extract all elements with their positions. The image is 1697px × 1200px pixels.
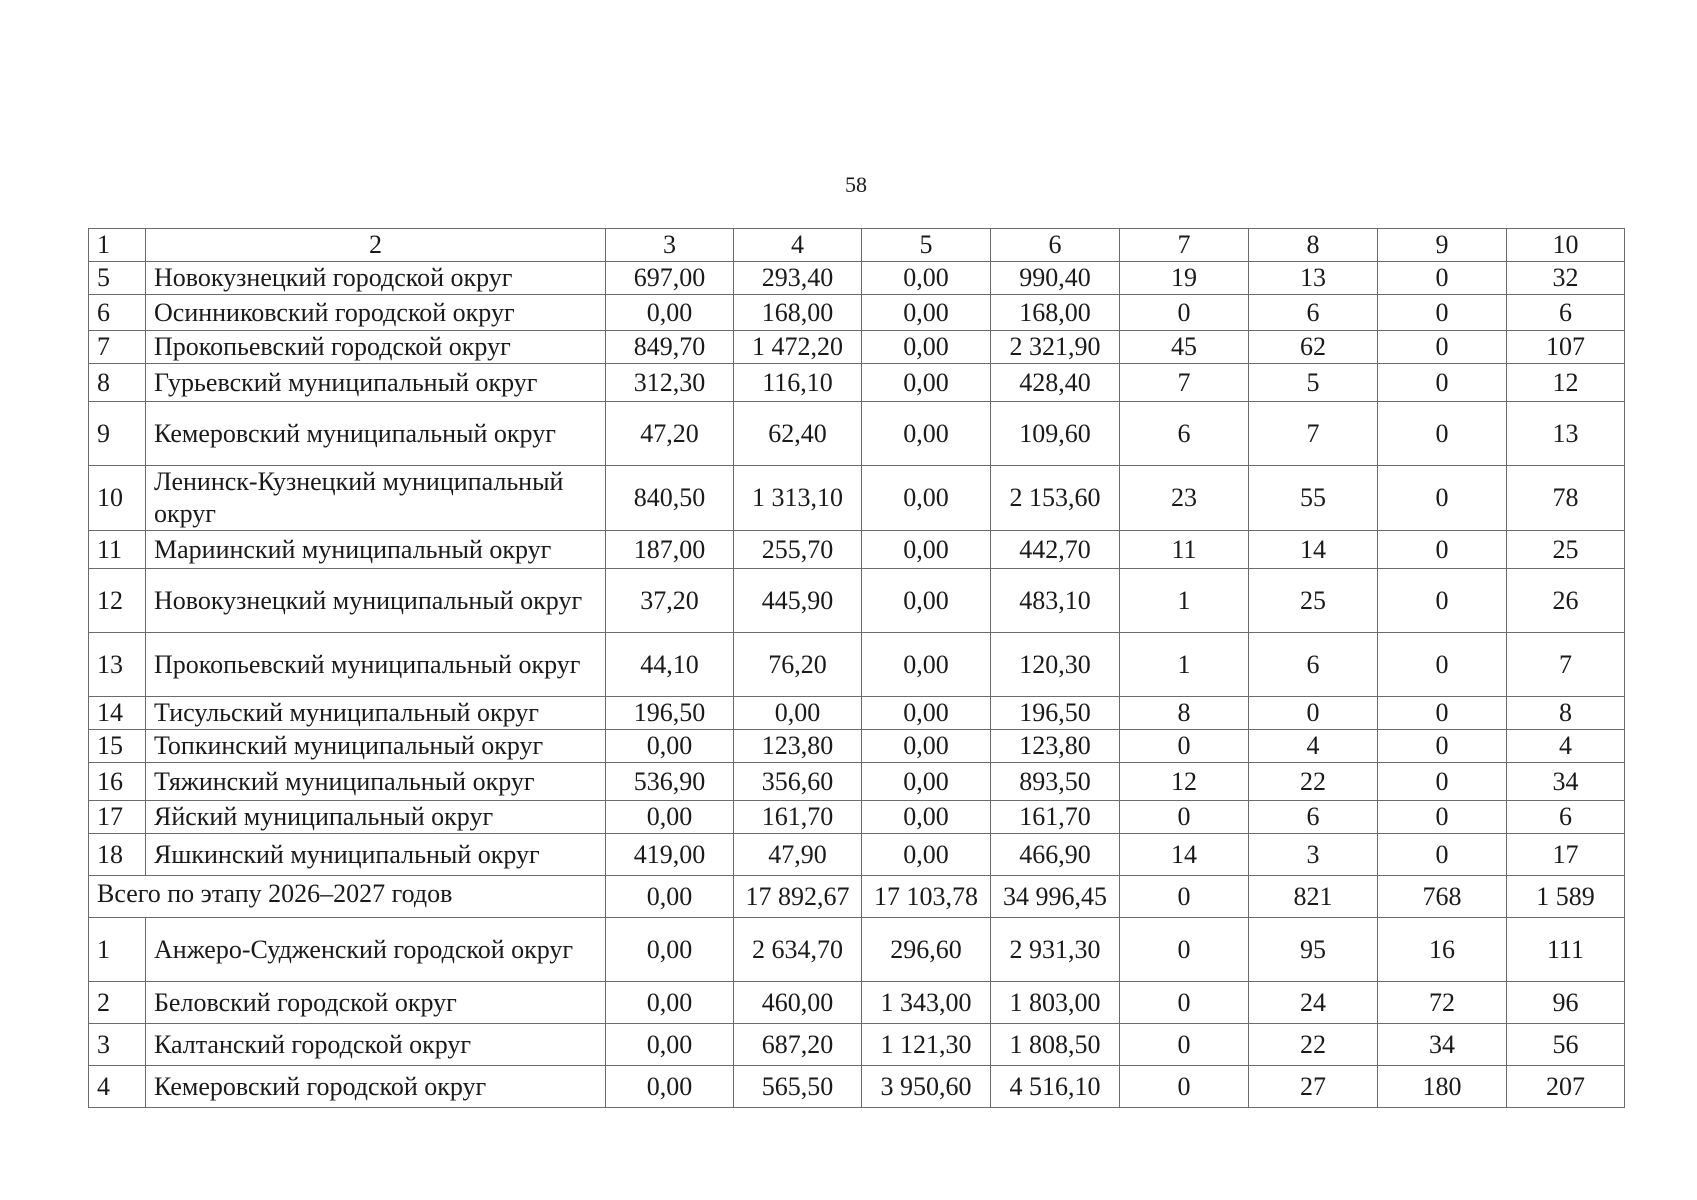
value-cell: 0,00 <box>862 569 991 633</box>
municipality-name: Новокузнецкий городской округ <box>146 262 606 295</box>
value-cell: 34 <box>1507 763 1625 801</box>
table-row <box>89 1024 1625 1066</box>
table-row <box>89 364 1625 402</box>
value-cell: 0,00 <box>862 402 991 466</box>
value-cell: 0 <box>1120 1066 1249 1108</box>
value-cell: 0 <box>1378 331 1507 364</box>
value-cell: 111 <box>1507 918 1625 982</box>
value-cell: 168,00 <box>734 295 862 331</box>
value-cell: 466,90 <box>991 834 1120 876</box>
value-cell: 0 <box>1120 918 1249 982</box>
value-cell: 0,00 <box>862 801 991 834</box>
value-cell: 3 950,60 <box>862 1066 991 1108</box>
value-cell: 120,30 <box>991 633 1120 697</box>
total-value-cell: 0 <box>1120 876 1249 918</box>
table-row <box>89 801 1625 834</box>
total-value-cell: 17 103,78 <box>862 876 991 918</box>
value-cell: 7 <box>1120 364 1249 402</box>
value-cell: 0,00 <box>862 531 991 569</box>
row-number: 18 <box>89 834 146 876</box>
row-number: 4 <box>89 1066 146 1108</box>
table-row <box>89 466 1625 531</box>
value-cell: 196,50 <box>606 697 734 730</box>
value-cell: 0 <box>1120 1024 1249 1066</box>
value-cell: 536,90 <box>606 763 734 801</box>
municipality-name: Новокузнецкий муниципальный округ <box>146 569 606 633</box>
value-cell: 442,70 <box>991 531 1120 569</box>
row-number: 1 <box>89 918 146 982</box>
value-cell: 2 321,90 <box>991 331 1120 364</box>
row-number: 8 <box>89 364 146 402</box>
value-cell: 56 <box>1507 1024 1625 1066</box>
value-cell: 8 <box>1507 697 1625 730</box>
value-cell: 55 <box>1249 466 1378 531</box>
municipality-name: Калтанский городской округ <box>146 1024 606 1066</box>
total-value-cell: 768 <box>1378 876 1507 918</box>
value-cell: 161,70 <box>991 801 1120 834</box>
value-cell: 78 <box>1507 466 1625 531</box>
value-cell: 0 <box>1378 633 1507 697</box>
value-cell: 0,00 <box>606 918 734 982</box>
value-cell: 180 <box>1378 1066 1507 1108</box>
table-row <box>89 834 1625 876</box>
page-number: 58 <box>845 172 867 197</box>
value-cell: 4 <box>1249 730 1378 763</box>
value-cell: 0,00 <box>734 697 862 730</box>
row-number: 17 <box>89 801 146 834</box>
municipality-name: Гурьевский муниципальный округ <box>146 364 606 402</box>
row-number: 10 <box>89 466 146 531</box>
value-cell: 22 <box>1249 763 1378 801</box>
value-cell: 16 <box>1378 918 1507 982</box>
total-value-cell: 0,00 <box>606 876 734 918</box>
value-cell: 0,00 <box>862 331 991 364</box>
value-cell: 0 <box>1378 531 1507 569</box>
value-cell: 7 <box>1507 633 1625 697</box>
value-cell: 445,90 <box>734 569 862 633</box>
value-cell: 95 <box>1249 918 1378 982</box>
value-cell: 893,50 <box>991 763 1120 801</box>
municipality-name: Яйский муниципальный округ <box>146 801 606 834</box>
value-cell: 24 <box>1249 982 1378 1024</box>
value-cell: 419,00 <box>606 834 734 876</box>
value-cell: 11 <box>1120 531 1249 569</box>
value-cell: 14 <box>1249 531 1378 569</box>
table-row <box>89 697 1625 730</box>
municipality-name: Кемеровский городской округ <box>146 1066 606 1108</box>
table-row <box>89 730 1625 763</box>
value-cell: 4 <box>1507 730 1625 763</box>
value-cell: 0 <box>1378 466 1507 531</box>
value-cell: 4 516,10 <box>991 1066 1120 1108</box>
value-cell: 0 <box>1120 982 1249 1024</box>
value-cell: 109,60 <box>991 402 1120 466</box>
total-value-cell: 1 589 <box>1507 876 1625 918</box>
value-cell: 1 <box>1120 569 1249 633</box>
header-cell: 2 <box>146 229 606 262</box>
value-cell: 0,00 <box>862 697 991 730</box>
value-cell: 123,80 <box>991 730 1120 763</box>
municipality-name: Топкинский муниципальный округ <box>146 730 606 763</box>
value-cell: 23 <box>1120 466 1249 531</box>
header-cell: 8 <box>1249 229 1378 262</box>
total-value-cell: 34 996,45 <box>991 876 1120 918</box>
table-body <box>89 229 1625 1108</box>
value-cell: 207 <box>1507 1066 1625 1108</box>
header-cell: 3 <box>606 229 734 262</box>
value-cell: 27 <box>1249 1066 1378 1108</box>
table-row <box>89 982 1625 1024</box>
value-cell: 6 <box>1507 801 1625 834</box>
value-cell: 0,00 <box>862 466 991 531</box>
value-cell: 116,10 <box>734 364 862 402</box>
row-number: 14 <box>89 697 146 730</box>
row-number: 3 <box>89 1024 146 1066</box>
value-cell: 168,00 <box>991 295 1120 331</box>
value-cell: 1 <box>1120 633 1249 697</box>
municipality-name: Кемеровский муниципальный округ <box>146 402 606 466</box>
municipality-name: Яшкинский муниципальный округ <box>146 834 606 876</box>
value-cell: 840,50 <box>606 466 734 531</box>
value-cell: 483,10 <box>991 569 1120 633</box>
value-cell: 293,40 <box>734 262 862 295</box>
value-cell: 0,00 <box>862 295 991 331</box>
value-cell: 26 <box>1507 569 1625 633</box>
value-cell: 7 <box>1249 402 1378 466</box>
value-cell: 312,30 <box>606 364 734 402</box>
table-row <box>89 1066 1625 1108</box>
value-cell: 0 <box>1120 730 1249 763</box>
municipality-name: Тяжинский муниципальный округ <box>146 763 606 801</box>
header-cell: 10 <box>1507 229 1625 262</box>
row-number: 11 <box>89 531 146 569</box>
value-cell: 187,00 <box>606 531 734 569</box>
value-cell: 0,00 <box>862 834 991 876</box>
value-cell: 25 <box>1507 531 1625 569</box>
header-cell: 1 <box>89 229 146 262</box>
value-cell: 0,00 <box>862 262 991 295</box>
value-cell: 0,00 <box>606 801 734 834</box>
value-cell: 990,40 <box>991 262 1120 295</box>
value-cell: 0 <box>1378 262 1507 295</box>
municipality-name: Беловский городской округ <box>146 982 606 1024</box>
value-cell: 2 931,30 <box>991 918 1120 982</box>
table-row <box>89 262 1625 295</box>
table-row <box>89 402 1625 466</box>
value-cell: 22 <box>1249 1024 1378 1066</box>
value-cell: 255,70 <box>734 531 862 569</box>
value-cell: 13 <box>1249 262 1378 295</box>
value-cell: 1 808,50 <box>991 1024 1120 1066</box>
value-cell: 62 <box>1249 331 1378 364</box>
value-cell: 356,60 <box>734 763 862 801</box>
row-number: 6 <box>89 295 146 331</box>
table-row <box>89 295 1625 331</box>
value-cell: 460,00 <box>734 982 862 1024</box>
value-cell: 0 <box>1378 834 1507 876</box>
value-cell: 47,20 <box>606 402 734 466</box>
value-cell: 8 <box>1120 697 1249 730</box>
value-cell: 12 <box>1507 364 1625 402</box>
row-number: 2 <box>89 982 146 1024</box>
header-cell: 7 <box>1120 229 1249 262</box>
value-cell: 687,20 <box>734 1024 862 1066</box>
value-cell: 6 <box>1249 801 1378 834</box>
municipality-name: Тисульский муниципальный округ <box>146 697 606 730</box>
municipality-name: Мариинский муниципальный округ <box>146 531 606 569</box>
value-cell: 0,00 <box>606 295 734 331</box>
row-number: 16 <box>89 763 146 801</box>
value-cell: 6 <box>1507 295 1625 331</box>
value-cell: 161,70 <box>734 801 862 834</box>
municipality-name: Прокопьевский городской округ <box>146 331 606 364</box>
table-row <box>89 331 1625 364</box>
value-cell: 196,50 <box>991 697 1120 730</box>
value-cell: 44,10 <box>606 633 734 697</box>
value-cell: 1 343,00 <box>862 982 991 1024</box>
table-row <box>89 569 1625 633</box>
value-cell: 2 153,60 <box>991 466 1120 531</box>
value-cell: 12 <box>1120 763 1249 801</box>
value-cell: 296,60 <box>862 918 991 982</box>
value-cell: 37,20 <box>606 569 734 633</box>
value-cell: 0 <box>1378 364 1507 402</box>
value-cell: 6 <box>1249 633 1378 697</box>
value-cell: 1 313,10 <box>734 466 862 531</box>
value-cell: 17 <box>1507 834 1625 876</box>
value-cell: 32 <box>1507 262 1625 295</box>
total-value-cell: 821 <box>1249 876 1378 918</box>
municipality-name: Прокопьевский муниципальный округ <box>146 633 606 697</box>
value-cell: 5 <box>1249 364 1378 402</box>
value-cell: 25 <box>1249 569 1378 633</box>
value-cell: 0 <box>1378 697 1507 730</box>
value-cell: 0 <box>1249 697 1378 730</box>
value-cell: 0,00 <box>862 763 991 801</box>
value-cell: 0 <box>1378 402 1507 466</box>
value-cell: 0,00 <box>606 1024 734 1066</box>
value-cell: 14 <box>1120 834 1249 876</box>
value-cell: 0 <box>1378 763 1507 801</box>
row-number: 5 <box>89 262 146 295</box>
table-row <box>89 763 1625 801</box>
table-row <box>89 918 1625 982</box>
value-cell: 0 <box>1120 801 1249 834</box>
data-table <box>88 228 1625 1108</box>
value-cell: 0 <box>1378 569 1507 633</box>
header-cell: 4 <box>734 229 862 262</box>
value-cell: 0 <box>1378 295 1507 331</box>
header-row <box>89 229 1625 262</box>
value-cell: 13 <box>1507 402 1625 466</box>
value-cell: 697,00 <box>606 262 734 295</box>
value-cell: 6 <box>1120 402 1249 466</box>
total-value-cell: 17 892,67 <box>734 876 862 918</box>
value-cell: 0,00 <box>862 730 991 763</box>
value-cell: 0 <box>1120 295 1249 331</box>
value-cell: 47,90 <box>734 834 862 876</box>
municipality-name: Осинниковский городской округ <box>146 295 606 331</box>
value-cell: 0,00 <box>606 730 734 763</box>
value-cell: 0,00 <box>862 633 991 697</box>
row-number: 15 <box>89 730 146 763</box>
value-cell: 0,00 <box>606 1066 734 1108</box>
value-cell: 1 121,30 <box>862 1024 991 1066</box>
municipality-name: Анжеро-Судженский городской округ <box>146 918 606 982</box>
value-cell: 6 <box>1249 295 1378 331</box>
value-cell: 34 <box>1378 1024 1507 1066</box>
value-cell: 96 <box>1507 982 1625 1024</box>
value-cell: 2 634,70 <box>734 918 862 982</box>
row-number: 7 <box>89 331 146 364</box>
value-cell: 849,70 <box>606 331 734 364</box>
value-cell: 76,20 <box>734 633 862 697</box>
row-number: 12 <box>89 569 146 633</box>
value-cell: 0 <box>1378 730 1507 763</box>
header-cell: 6 <box>991 229 1120 262</box>
table-row <box>89 531 1625 569</box>
value-cell: 3 <box>1249 834 1378 876</box>
value-cell: 0,00 <box>606 982 734 1024</box>
value-cell: 72 <box>1378 982 1507 1024</box>
value-cell: 45 <box>1120 331 1249 364</box>
table-row <box>89 633 1625 697</box>
value-cell: 19 <box>1120 262 1249 295</box>
value-cell: 1 803,00 <box>991 982 1120 1024</box>
value-cell: 565,50 <box>734 1066 862 1108</box>
value-cell: 0,00 <box>862 364 991 402</box>
municipality-name: Ленинск-Кузнецкий муниципальный округ <box>146 466 606 531</box>
value-cell: 62,40 <box>734 402 862 466</box>
total-row <box>89 876 1625 918</box>
total-label: Всего по этапу 2026–2027 годов <box>89 876 606 918</box>
value-cell: 123,80 <box>734 730 862 763</box>
header-cell: 5 <box>862 229 991 262</box>
row-number: 9 <box>89 402 146 466</box>
value-cell: 107 <box>1507 331 1625 364</box>
value-cell: 0 <box>1378 801 1507 834</box>
row-number: 13 <box>89 633 146 697</box>
value-cell: 428,40 <box>991 364 1120 402</box>
value-cell: 1 472,20 <box>734 331 862 364</box>
header-cell: 9 <box>1378 229 1507 262</box>
